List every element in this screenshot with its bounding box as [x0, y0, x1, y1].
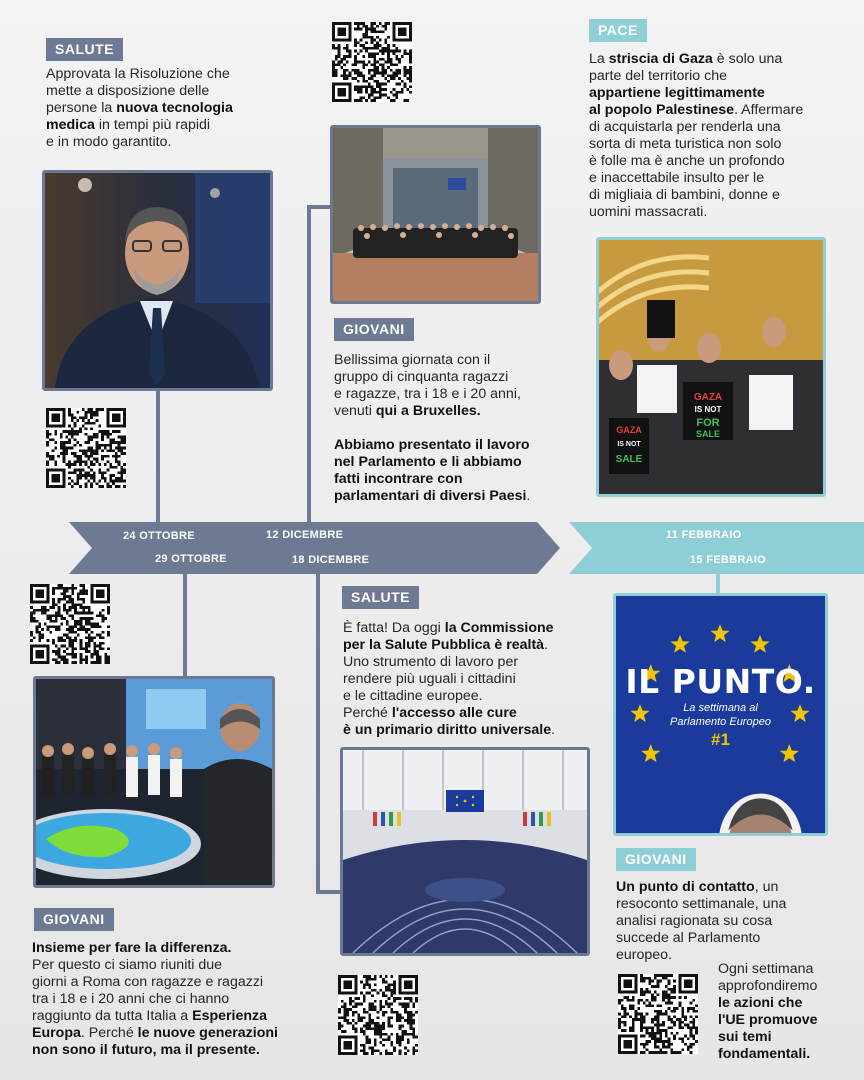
section-text: La striscia di Gaza è solo una parte del territorio che appartiene legittimamente al popolo Palestinese. Affermare di acquistarla per renderla una sorta di meta turistica non solo è folle ma è anche un profondo e inaccettabile insulto per le di migliaia di bambini, donne e uomini massacrati. [589, 51, 804, 220]
esperienza-europa-photo [33, 676, 275, 888]
section-note: Ogni settimana approfondiremo le azioni che l'UE promuove sui temi fondamentali. [718, 961, 818, 1062]
connector-line [156, 388, 160, 524]
portrait-cutout [656, 741, 828, 836]
qr-code[interactable] [30, 584, 110, 664]
qr-code[interactable] [338, 975, 418, 1055]
eu-star-icon [671, 635, 690, 653]
qr-code[interactable] [332, 22, 412, 102]
card-subtitle: La settimana al [683, 702, 758, 714]
group-photo-bruxelles [330, 125, 541, 304]
date-label: 12 DICEMBRE [266, 529, 344, 541]
eu-star-icon [751, 635, 770, 653]
section-text: Approvata la Risoluzione che mette a disposizione delle persone la nuova tecnologia medica in tempi più rapidi e in modo garantito. [46, 66, 233, 150]
portrait-photo [42, 170, 273, 391]
svg-text:GAZA: GAZA [616, 425, 642, 435]
section-tag-giovani: GIOVANI [34, 908, 114, 931]
section-text: Insieme per fare la differenza. Per questo ci siamo riuniti due giorni a Roma con ragazze e ragazzi tra i 18 e i 20 anni che ci hanno raggiunto da tutta Italia a Esperienza Europa. Perché le nuove generazioni non sono il futuro, ma il presente. [32, 940, 278, 1058]
section-text: Un punto di contatto, un resoconto settimanale, una analisi ragionata su cosa succede al Parlamento europeo. [616, 879, 787, 963]
card-title: IL PUNTO. [625, 662, 816, 701]
section-tag-salute: SALUTE [342, 586, 419, 609]
connector-line [316, 570, 320, 892]
connector-line [316, 890, 342, 894]
date-label: 11 FEBBRAIO [666, 529, 742, 541]
card-subtitle: Parlamento Europeo [670, 716, 771, 728]
date-label: 24 OTTOBRE [123, 530, 195, 542]
section-tag-giovani: GIOVANI [334, 318, 414, 341]
connector-line [183, 570, 187, 678]
section-tag-salute: SALUTE [46, 38, 123, 61]
section-tag-giovani: GIOVANI [616, 848, 696, 871]
date-label: 15 FEBBRAIO [690, 554, 767, 566]
svg-text:FOR: FOR [696, 417, 720, 429]
svg-text:IS NOT: IS NOT [617, 441, 641, 448]
svg-text:SALE: SALE [695, 429, 721, 439]
svg-text:IS NOT: IS NOT [694, 405, 722, 414]
card-number: #1 [711, 730, 730, 749]
qr-code[interactable] [46, 408, 126, 488]
svg-text:SALE: SALE [615, 454, 643, 465]
date-label: 18 DICEMBRE [292, 554, 370, 566]
section-text: Bellissima giornata con il gruppo di cinquanta ragazzi e ragazze, tra i 18 e i 20 anni, venuti qui a Bruxelles. Abbiamo presentato il lavoro nel Parlamento e li abbiamo fatti incontrare con parlamentari di diversi Paesi. [334, 352, 531, 504]
connector-line [307, 205, 311, 523]
protest-photo [596, 237, 826, 497]
date-label: 29 OTTOBRE [155, 553, 227, 565]
section-tag-pace: PACE [589, 19, 647, 42]
qr-code[interactable] [618, 974, 698, 1054]
parliament-hemicycle-photo [340, 747, 590, 956]
section-text: È fatta! Da oggi la Commissione per la Salute Pubblica è realtà. Uno strumento di lavoro per rendere più uguali i cittadini e le cittadine europee. Perché l'accesso alle cure è un primario diritto universale. [343, 620, 556, 738]
eu-star-icon [711, 624, 730, 642]
svg-text:GAZA: GAZA [693, 392, 723, 403]
il-punto-card [613, 593, 828, 836]
